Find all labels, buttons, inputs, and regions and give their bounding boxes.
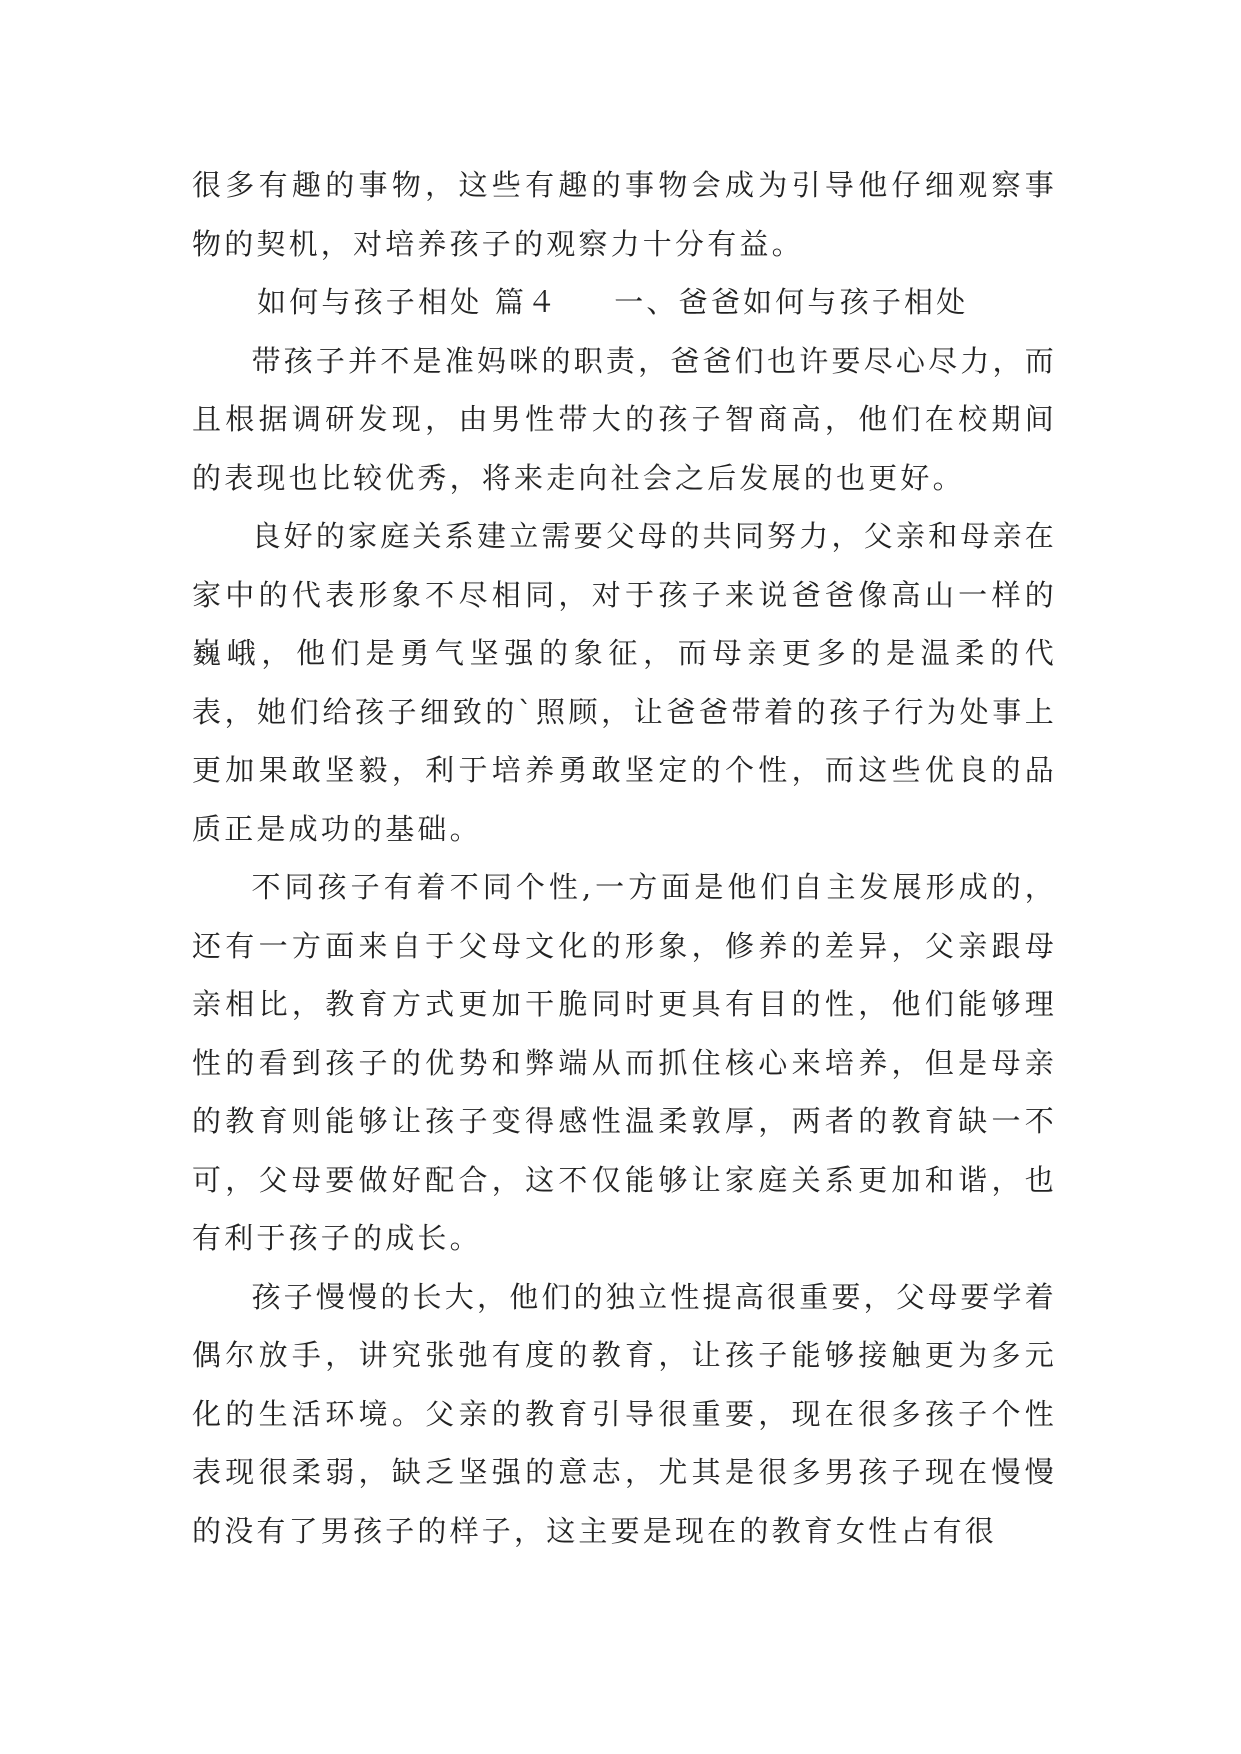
paragraph-3: 不同孩子有着不同个性,一方面是他们自主发展形成的，还有一方面来自于父母文化的形象，修养的差异，父亲跟母亲相比，教育方式更加干脆同时更具有目的性，他们能够理性的看到孩子的优势和弊端从而抓住核心来培养，但是母亲的教育则能够让孩子变得感性温柔敦厚，两者的教育缺一不可，父母要做好配合，这不仅能够让家庭关系更加和谐，也有利于孩子的成长。 [192, 870, 1057, 1255]
paragraph-4: 孩子慢慢的长大，他们的独立性提高很重要，父母要学着偶尔放手，讲究张弛有度的教育，让孩子能够接触更为多元化的生活环境。父亲的教育引导很重要，现在很多孩子个性表现很柔弱，缺乏坚强的意志，尤其是很多男孩子现在慢慢的没有了男孩子的样子，这主要是现在的教育女性占有很 [192, 1279, 1057, 1548]
paragraph-1: 带孩子并不是准妈咪的职责，爸爸们也许要尽心尽力，而且根据调研发现，由男性带大的孩子智商高，他们在校期间的表现也比较优秀，将来走向社会之后发展的也更好。 [192, 343, 1057, 495]
continuation-paragraph: 很多有趣的事物，这些有趣的事物会成为引导他仔细观察事物的契机，对培养孩子的观察力十分有益。 [192, 168, 1057, 261]
section-heading-line [192, 273, 1057, 332]
paragraph-2: 良好的家庭关系建立需要父母的共同努力，父亲和母亲在家中的代表形象不尽相同，对于孩子来说爸爸像高山一样的巍峨，他们是勇气坚强的象征，而母亲更多的是温柔的代表，她们给孩子细致的`照顾，让爸爸带着的孩子行为处事上更加果敢坚毅，利于培养勇敢坚定的个性，而这些优良的品质正是成功的基础。 [192, 519, 1057, 846]
subsection-title: 一、爸爸如何与孩子相处 [614, 285, 969, 319]
document-body [192, 156, 1057, 1560]
section-title: 如何与孩子相处 篇４ [257, 285, 560, 319]
